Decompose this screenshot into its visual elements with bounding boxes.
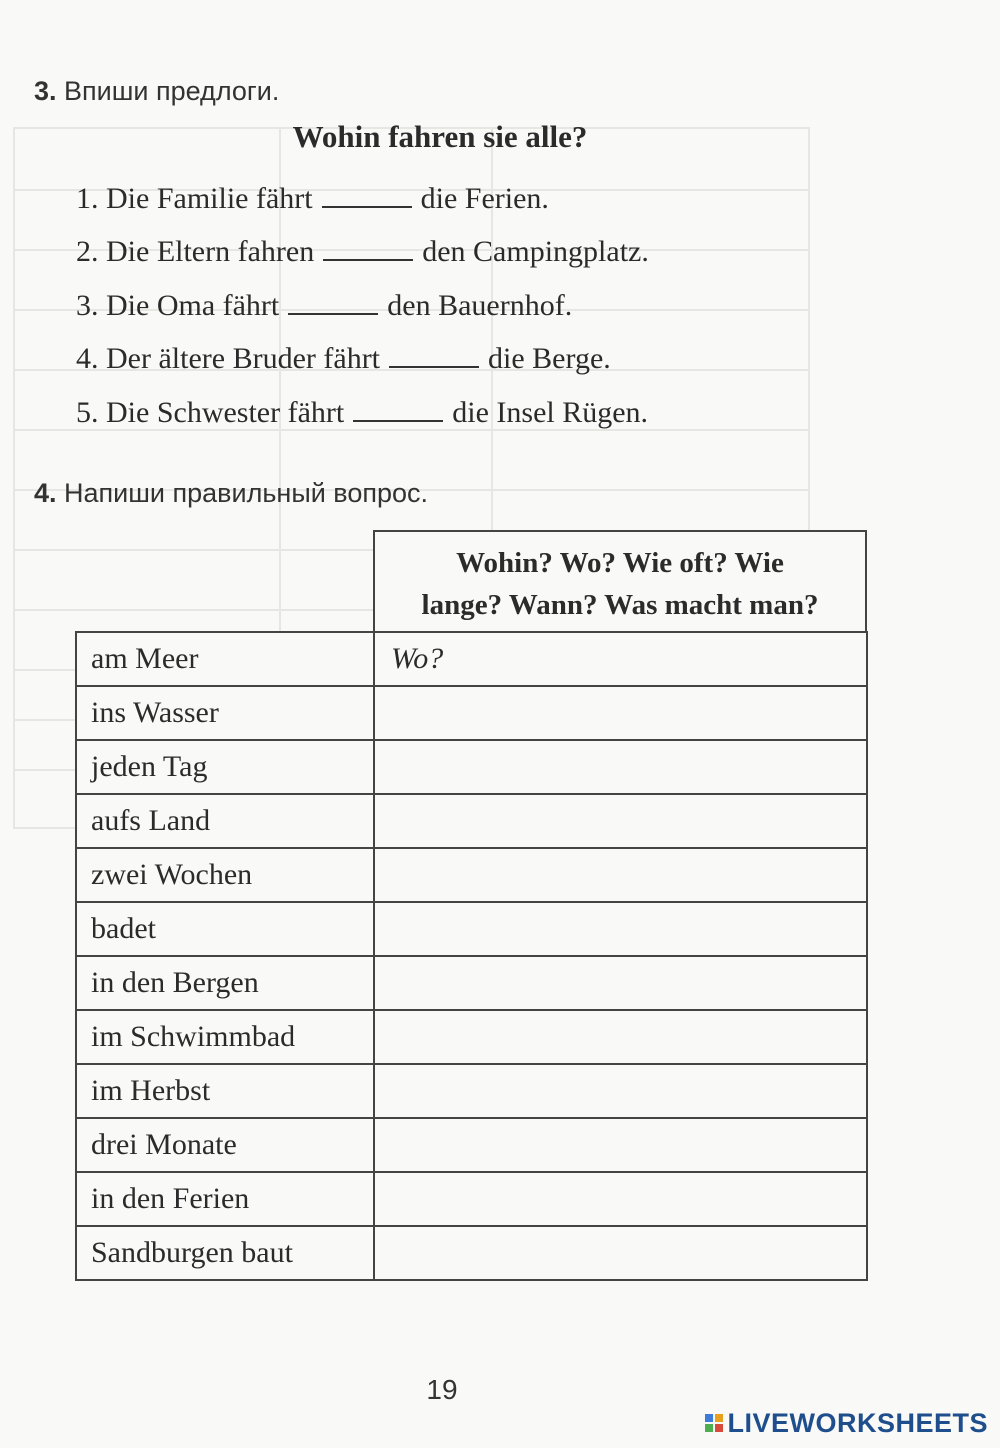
header-line-2: lange? Wann? Was macht man?	[421, 589, 819, 621]
answer-cell[interactable]	[374, 956, 867, 1010]
phrase-cell: aufs Land	[76, 794, 374, 848]
phrase-cell: am Meer	[76, 632, 374, 686]
phrase-cell: in den Ferien	[76, 1172, 374, 1226]
table-row	[76, 686, 867, 740]
header-line-1: Wohin? Wo? Wie oft? Wie	[456, 547, 784, 579]
table-row	[76, 1172, 867, 1226]
sentence-text: den Bauernhof.	[387, 289, 573, 322]
blank-field[interactable]	[288, 293, 378, 315]
table-row	[76, 740, 867, 794]
answer-cell[interactable]	[374, 686, 867, 740]
answer-cell[interactable]	[374, 1226, 867, 1280]
answer-cell[interactable]: Wo?	[374, 632, 867, 686]
phrase-cell: in den Bergen	[76, 956, 374, 1010]
phrase-cell: jeden Tag	[76, 740, 374, 794]
sentence-text: 5. Die Schwester fährt	[76, 396, 345, 429]
page-number: 19	[426, 1374, 458, 1405]
sentence-text: 3. Die Oma fährt	[76, 289, 280, 322]
table-row	[76, 1118, 867, 1172]
answer-cell[interactable]	[374, 902, 867, 956]
exercise-3-title	[34, 76, 279, 107]
liveworksheets-logo	[705, 1406, 988, 1440]
table-row	[76, 794, 867, 848]
exercise-3-subtitle: Wohin fahren sie alle?	[292, 119, 588, 154]
logo-text: LIVEWORKSHEETS	[727, 1407, 988, 1438]
exercise-3-instruction: Впиши предлоги.	[64, 76, 280, 106]
sentence-text: 4. Der ältere Bruder fährt	[76, 342, 381, 375]
phrase-cell: im Herbst	[76, 1064, 374, 1118]
answer-cell[interactable]	[374, 1064, 867, 1118]
sentence-1	[76, 182, 549, 216]
sentence-4	[76, 342, 611, 376]
answer-cell[interactable]	[374, 848, 867, 902]
sentence-text: den Campingplatz.	[422, 235, 649, 268]
blank-field[interactable]	[389, 346, 479, 368]
answer-cell[interactable]	[374, 794, 867, 848]
table-row	[76, 1226, 867, 1280]
question-table	[75, 631, 868, 1281]
blank-field[interactable]	[353, 400, 443, 422]
table-row	[76, 902, 867, 956]
phrase-cell: badet	[76, 902, 374, 956]
exercise-4-number: 4.	[34, 478, 57, 508]
table-row	[76, 848, 867, 902]
phrase-cell: zwei Wochen	[76, 848, 374, 902]
sentence-text: die Ferien.	[420, 182, 549, 215]
blank-field[interactable]	[322, 186, 412, 208]
answer-cell[interactable]	[374, 1118, 867, 1172]
table-row	[76, 956, 867, 1010]
sentence-text: die Insel Rügen.	[452, 396, 649, 429]
table-row	[76, 1010, 867, 1064]
answer-cell[interactable]	[374, 1010, 867, 1064]
exercise-3-number: 3.	[34, 76, 57, 106]
phrase-cell: Sandburgen baut	[76, 1226, 374, 1280]
sentence-text: 2. Die Eltern fahren	[76, 235, 315, 268]
logo-squares-icon	[705, 1414, 723, 1432]
blank-field[interactable]	[323, 239, 413, 261]
phrase-cell: drei Monate	[76, 1118, 374, 1172]
sentence-text: die Berge.	[488, 342, 611, 375]
exercise-4-instruction: Напиши правильный вопрос.	[64, 478, 429, 508]
phrase-cell: ins Wasser	[76, 686, 374, 740]
answer-cell[interactable]	[374, 740, 867, 794]
phrase-cell: im Schwimmbad	[76, 1010, 374, 1064]
sentence-3	[76, 289, 572, 323]
answer-cell[interactable]	[374, 1172, 867, 1226]
table-row	[76, 632, 867, 686]
sentence-2	[76, 235, 649, 269]
sentence-5	[76, 396, 648, 430]
sentence-text: 1. Die Familie fährt	[76, 182, 313, 215]
question-words-header	[373, 530, 867, 632]
table-row	[76, 1064, 867, 1118]
exercise-4-title	[34, 478, 428, 509]
